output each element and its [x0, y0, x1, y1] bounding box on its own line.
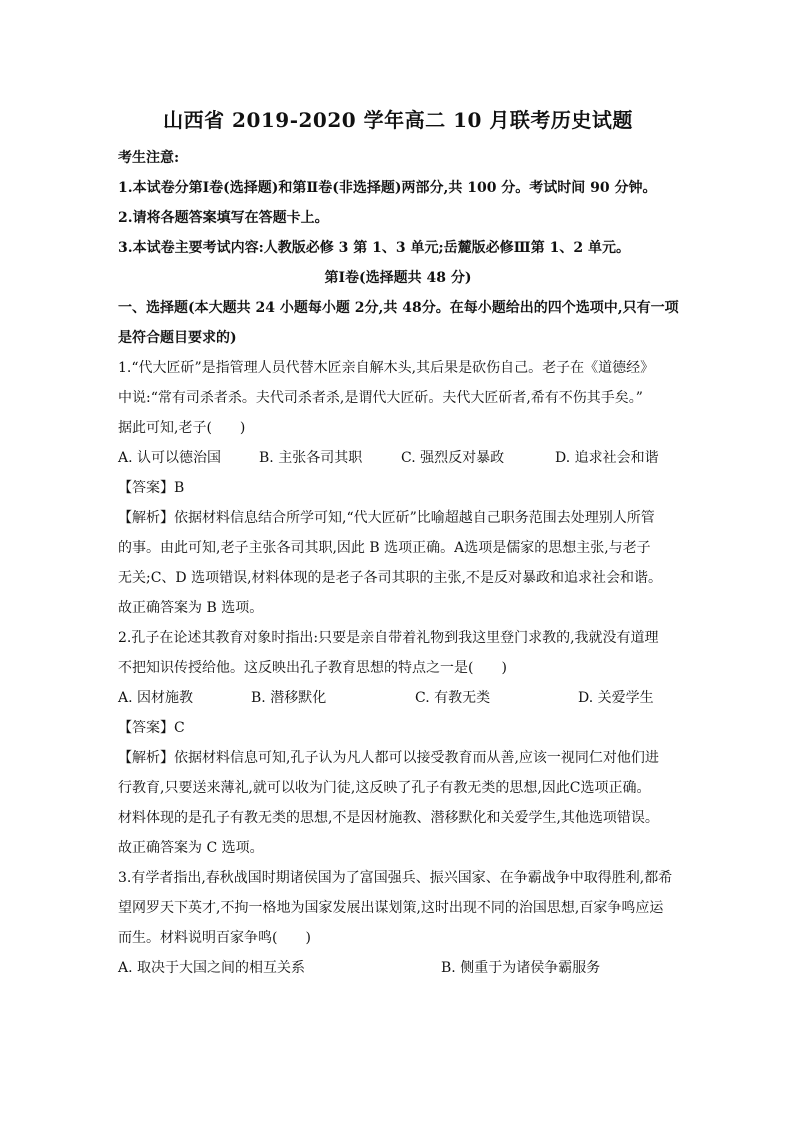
- q3-stem-line: 而生。材料说明百家争鸣( ): [118, 930, 311, 946]
- q3-stem-line: 3.有学者指出,春秋战国时期诸侯国为了富国强兵、振兴国家、在争霸战争中取得胜利,都希: [118, 870, 673, 886]
- q3-stem-line: 望网罗天下英才,不拘一格地为国家发展出谋划策,这时出现不同的治国思想,百家争鸣应运: [118, 900, 664, 916]
- q1-stem-line: 据此可知,老子( ): [118, 420, 246, 436]
- q2-analysis-line: 材料体现的是孔子有教无类的思想,不是因材施教、潜移默化和关爱学生,其他选项错误。: [118, 810, 659, 826]
- q2-answer: 【答案】C: [118, 720, 185, 736]
- q1-stem-line: 中说:“常有司杀者杀。夫代司杀者杀,是谓代大匠斫。夫代大匠斫者,希有不伤其手矣。”: [118, 390, 643, 406]
- page-title: 山西省 2019-2020 学年高二 10 月联考历史试题: [163, 108, 633, 132]
- q1-analysis-line: 无关;C、D 选项错误,材料体现的是老子各司其职的主张,不是反对暴政和追求社会和谐。: [118, 570, 663, 586]
- q1-option-d: D. 追求社会和谐: [555, 450, 659, 466]
- q2-option-a: A. 因材施教: [118, 690, 194, 706]
- q2-analysis-line: 行教育,只要送来薄礼,就可以收为门徒,这反映了孔子有教无类的思想,因此C选项正确。: [118, 780, 651, 796]
- section-title: 第Ⅰ卷(选择题共 48 分): [324, 270, 472, 286]
- q1-analysis-line: 故正确答案为 B 选项。: [118, 600, 264, 616]
- q2-stem-line: 不把知识传授给他。这反映出孔子教育思想的特点之一是( ): [118, 660, 507, 676]
- q3-option-b: B. 侧重于为诸侯争霸服务: [441, 960, 601, 976]
- q1-analysis-line: 的事。由此可知,老子主张各司其职,因此 B 选项正确。A选项是儒家的思想主张,与老子: [118, 540, 651, 556]
- notice-line: 3.本试卷主要考试内容:人教版必修 3 第 1、3 单元;岳麓版必修Ⅲ第 1、2 单元。: [118, 240, 630, 256]
- q3-option-a: A. 取决于大国之间的相互关系: [118, 960, 306, 976]
- notice-line: 1.本试卷分第Ⅰ卷(选择题)和第Ⅱ卷(非选择题)两部分,共 100 分。考试时间 90 分钟。: [118, 180, 657, 196]
- q1-analysis-line: 【解析】依据材料信息结合所学可知,“代大匠斫”比喻超越自己职务范围去处理别人所管: [118, 510, 655, 526]
- q1-option-c: C. 强烈反对暴政: [401, 450, 505, 466]
- part-intro-line: 是符合题目要求的): [118, 330, 237, 346]
- q2-option-c: C. 有教无类: [415, 690, 491, 706]
- q2-analysis-line: 故正确答案为 C 选项。: [118, 840, 264, 856]
- q2-analysis-line: 【解析】依据材料信息可知,孔子认为凡人都可以接受教育而从善,应该一视同仁对他们进: [118, 750, 659, 766]
- q2-option-d: D. 关爱学生: [578, 690, 654, 706]
- notice-heading: 考生注意:: [118, 150, 180, 166]
- part-intro-line: 一、选择题(本大题共 24 小题每小题 2分,共 48分。在每小题给出的四个选项中,只有一项: [118, 300, 679, 316]
- q1-answer: 【答案】B: [118, 480, 185, 496]
- q1-option-b: B. 主张各司其职: [259, 450, 363, 466]
- notice-line: 2.请将各题答案填写在答题卡上。: [118, 210, 329, 226]
- q1-stem-line: 1.“代大匠斫”是指管理人员代替木匠亲自解木头,其后果是砍伤自己。老子在《道德经》: [118, 360, 655, 376]
- q2-stem-line: 2.孔子在论述其教育对象时指出:只要是亲自带着礼物到我这里登门求教的,我就没有道理: [118, 630, 659, 646]
- q2-option-b: B. 潜移默化: [251, 690, 327, 706]
- q1-option-a: A. 认可以德治国: [118, 450, 222, 466]
